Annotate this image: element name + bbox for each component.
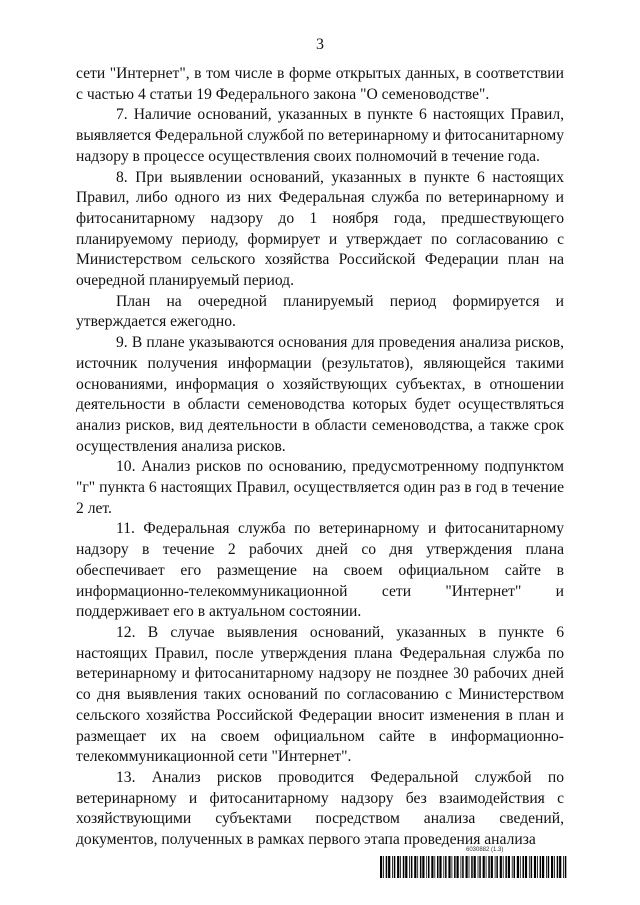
document-body [76, 64, 564, 851]
paragraph-continuation: сети "Интернет", в том числе в форме открытых данных, в соответствии с частью 4 статьи 19 Федерального закона "О семеноводстве". [76, 65, 564, 103]
paragraph-7: 7. Наличие оснований, указанных в пункте 6 настоящих Правил, выявляется Федеральной службой по ветеринарному и фитосанитарному надзору в процессе осуществления своих полномочий в течение года. [76, 106, 564, 165]
paragraph-12: 12. В случае выявления оснований, указанных в пункте 6 настоящих Правил, после утверждения плана Федеральная служба по ветеринарному и фитосанитарному надзору не позднее 30 рабочих дней со дня выявления таких оснований по согласованию с Министерством сельского хозяйства Российской Федерации вносит изменения в план и размещает их на своем официальном сайте в информационно-телекоммуникационной сети "Интернет". [76, 623, 564, 766]
paragraph-11: 11. Федеральная служба по ветеринарному и фитосанитарному надзору в течение 2 рабочих дней со дня утверждения плана обеспечивает его размещение на своем официальном сайте в информационно-телекоммуникационной сети "Интернет" и поддерживает его в актуальном состоянии. [76, 520, 564, 621]
paragraph-plan: План на очередной планируемый период формируется и утверждается ежегодно. [76, 292, 564, 331]
footer-code: 6030882 (1.3) [466, 847, 504, 853]
paragraph-10: 10. Анализ рисков по основанию, предусмотренному подпунктом "г" пункта 6 настоящих Правил, осуществляется один раз в год в течение 2 лет. [76, 458, 564, 517]
paragraph-8: 8. При выявлении оснований, указанных в пункте 6 настоящих Правил, либо одного из них Федеральная служба по ветеринарному и фитосанитарному надзору до 1 ноября года, предшествующего планируемому периоду, формирует и утверждает по согласованию с Министерством сельского хозяйства Российской Федерации план на очередной планируемый период. [76, 168, 564, 290]
barcode-icon [380, 856, 570, 878]
paragraph-13: 13. Анализ рисков проводится Федеральной службой по ветеринарному и фитосанитарному надзору без взаимодействия с хозяйствующими субъектами посредством анализа сведений, документов, полученных в рамках первого этапа проведения анализа [76, 768, 564, 849]
paragraph-9: 9. В плане указываются основания для проведения анализа рисков, источник получения информации (результатов), являющейся такими основаниями, информация о хозяйствующих субъектах, в отношении деятельности в области семеноводства которых будет осуществляться анализ рисков, вид деятельности в области семеноводства, а также срок осуществления анализа рисков. [76, 334, 564, 455]
page-number: 3 [316, 36, 324, 53]
